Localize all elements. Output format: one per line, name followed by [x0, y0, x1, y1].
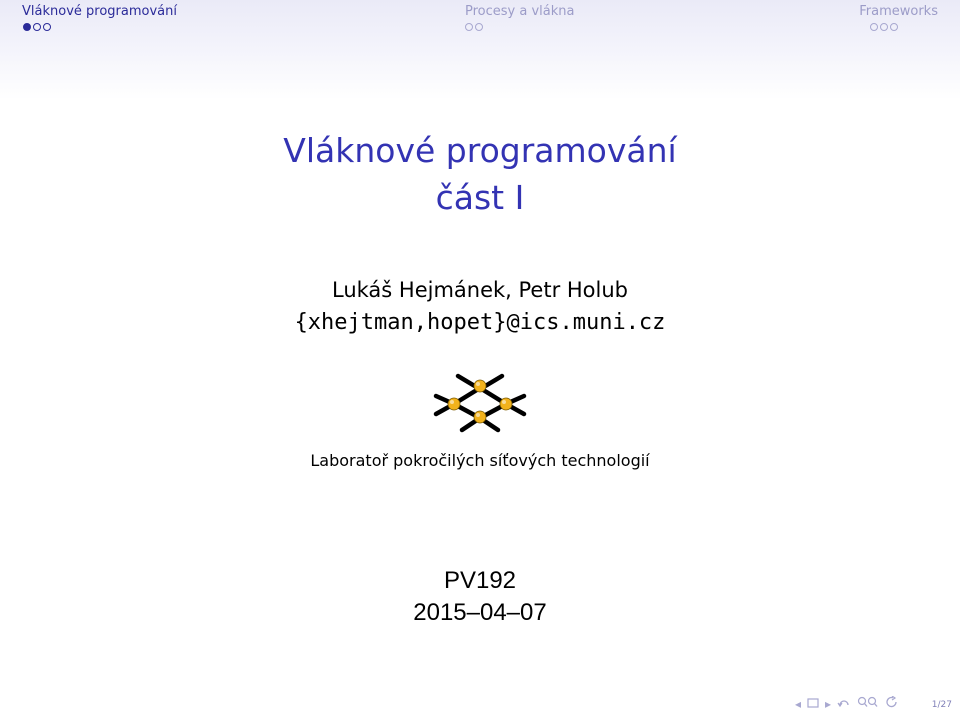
refresh-icon[interactable] — [885, 696, 899, 711]
section-progress-dots — [23, 23, 51, 31]
frame-dot[interactable] — [33, 23, 41, 31]
beamer-navigation-bar — [795, 696, 899, 711]
frame-dot[interactable] — [890, 23, 898, 31]
course-code: PV192 — [443, 567, 517, 594]
frame-icon[interactable] — [807, 697, 819, 711]
network-lattice-logo-icon — [430, 370, 530, 436]
frame-dot[interactable] — [475, 23, 483, 31]
search-icon[interactable] — [857, 696, 879, 711]
institute-name: Laboratoř pokročilých síťových technologií — [310, 451, 650, 470]
nav-section-vlaknove-programovani[interactable]: Vláknové programování — [22, 4, 177, 19]
frame-dot[interactable] — [880, 23, 888, 31]
nav-section-procesy-a-vlakna[interactable]: Procesy a vlákna — [465, 4, 575, 19]
presentation-date: 2015–04–07 — [413, 599, 547, 626]
frame-counter: 1/27 — [931, 700, 952, 710]
slide-title: Vláknové programování — [283, 131, 677, 170]
nav-section-frameworks[interactable]: Frameworks — [859, 4, 938, 19]
arrow-left-icon[interactable]: ◂ — [795, 696, 802, 711]
headline-bar — [0, 0, 960, 100]
back-icon[interactable] — [837, 696, 851, 711]
arrow-right-icon[interactable]: ▸ — [825, 696, 832, 711]
slide-subtitle: část I — [435, 178, 525, 217]
author-email: {xhejtman,hopet}@ics.muni.cz — [294, 310, 666, 335]
authors: Lukáš Hejmánek, Petr Holub — [331, 278, 629, 302]
frame-dot[interactable] — [870, 23, 878, 31]
section-progress-dots — [870, 23, 898, 31]
frame-dot[interactable] — [43, 23, 51, 31]
frame-dot[interactable] — [465, 23, 473, 31]
frame-dot-current[interactable] — [23, 23, 31, 31]
section-progress-dots — [465, 23, 483, 31]
